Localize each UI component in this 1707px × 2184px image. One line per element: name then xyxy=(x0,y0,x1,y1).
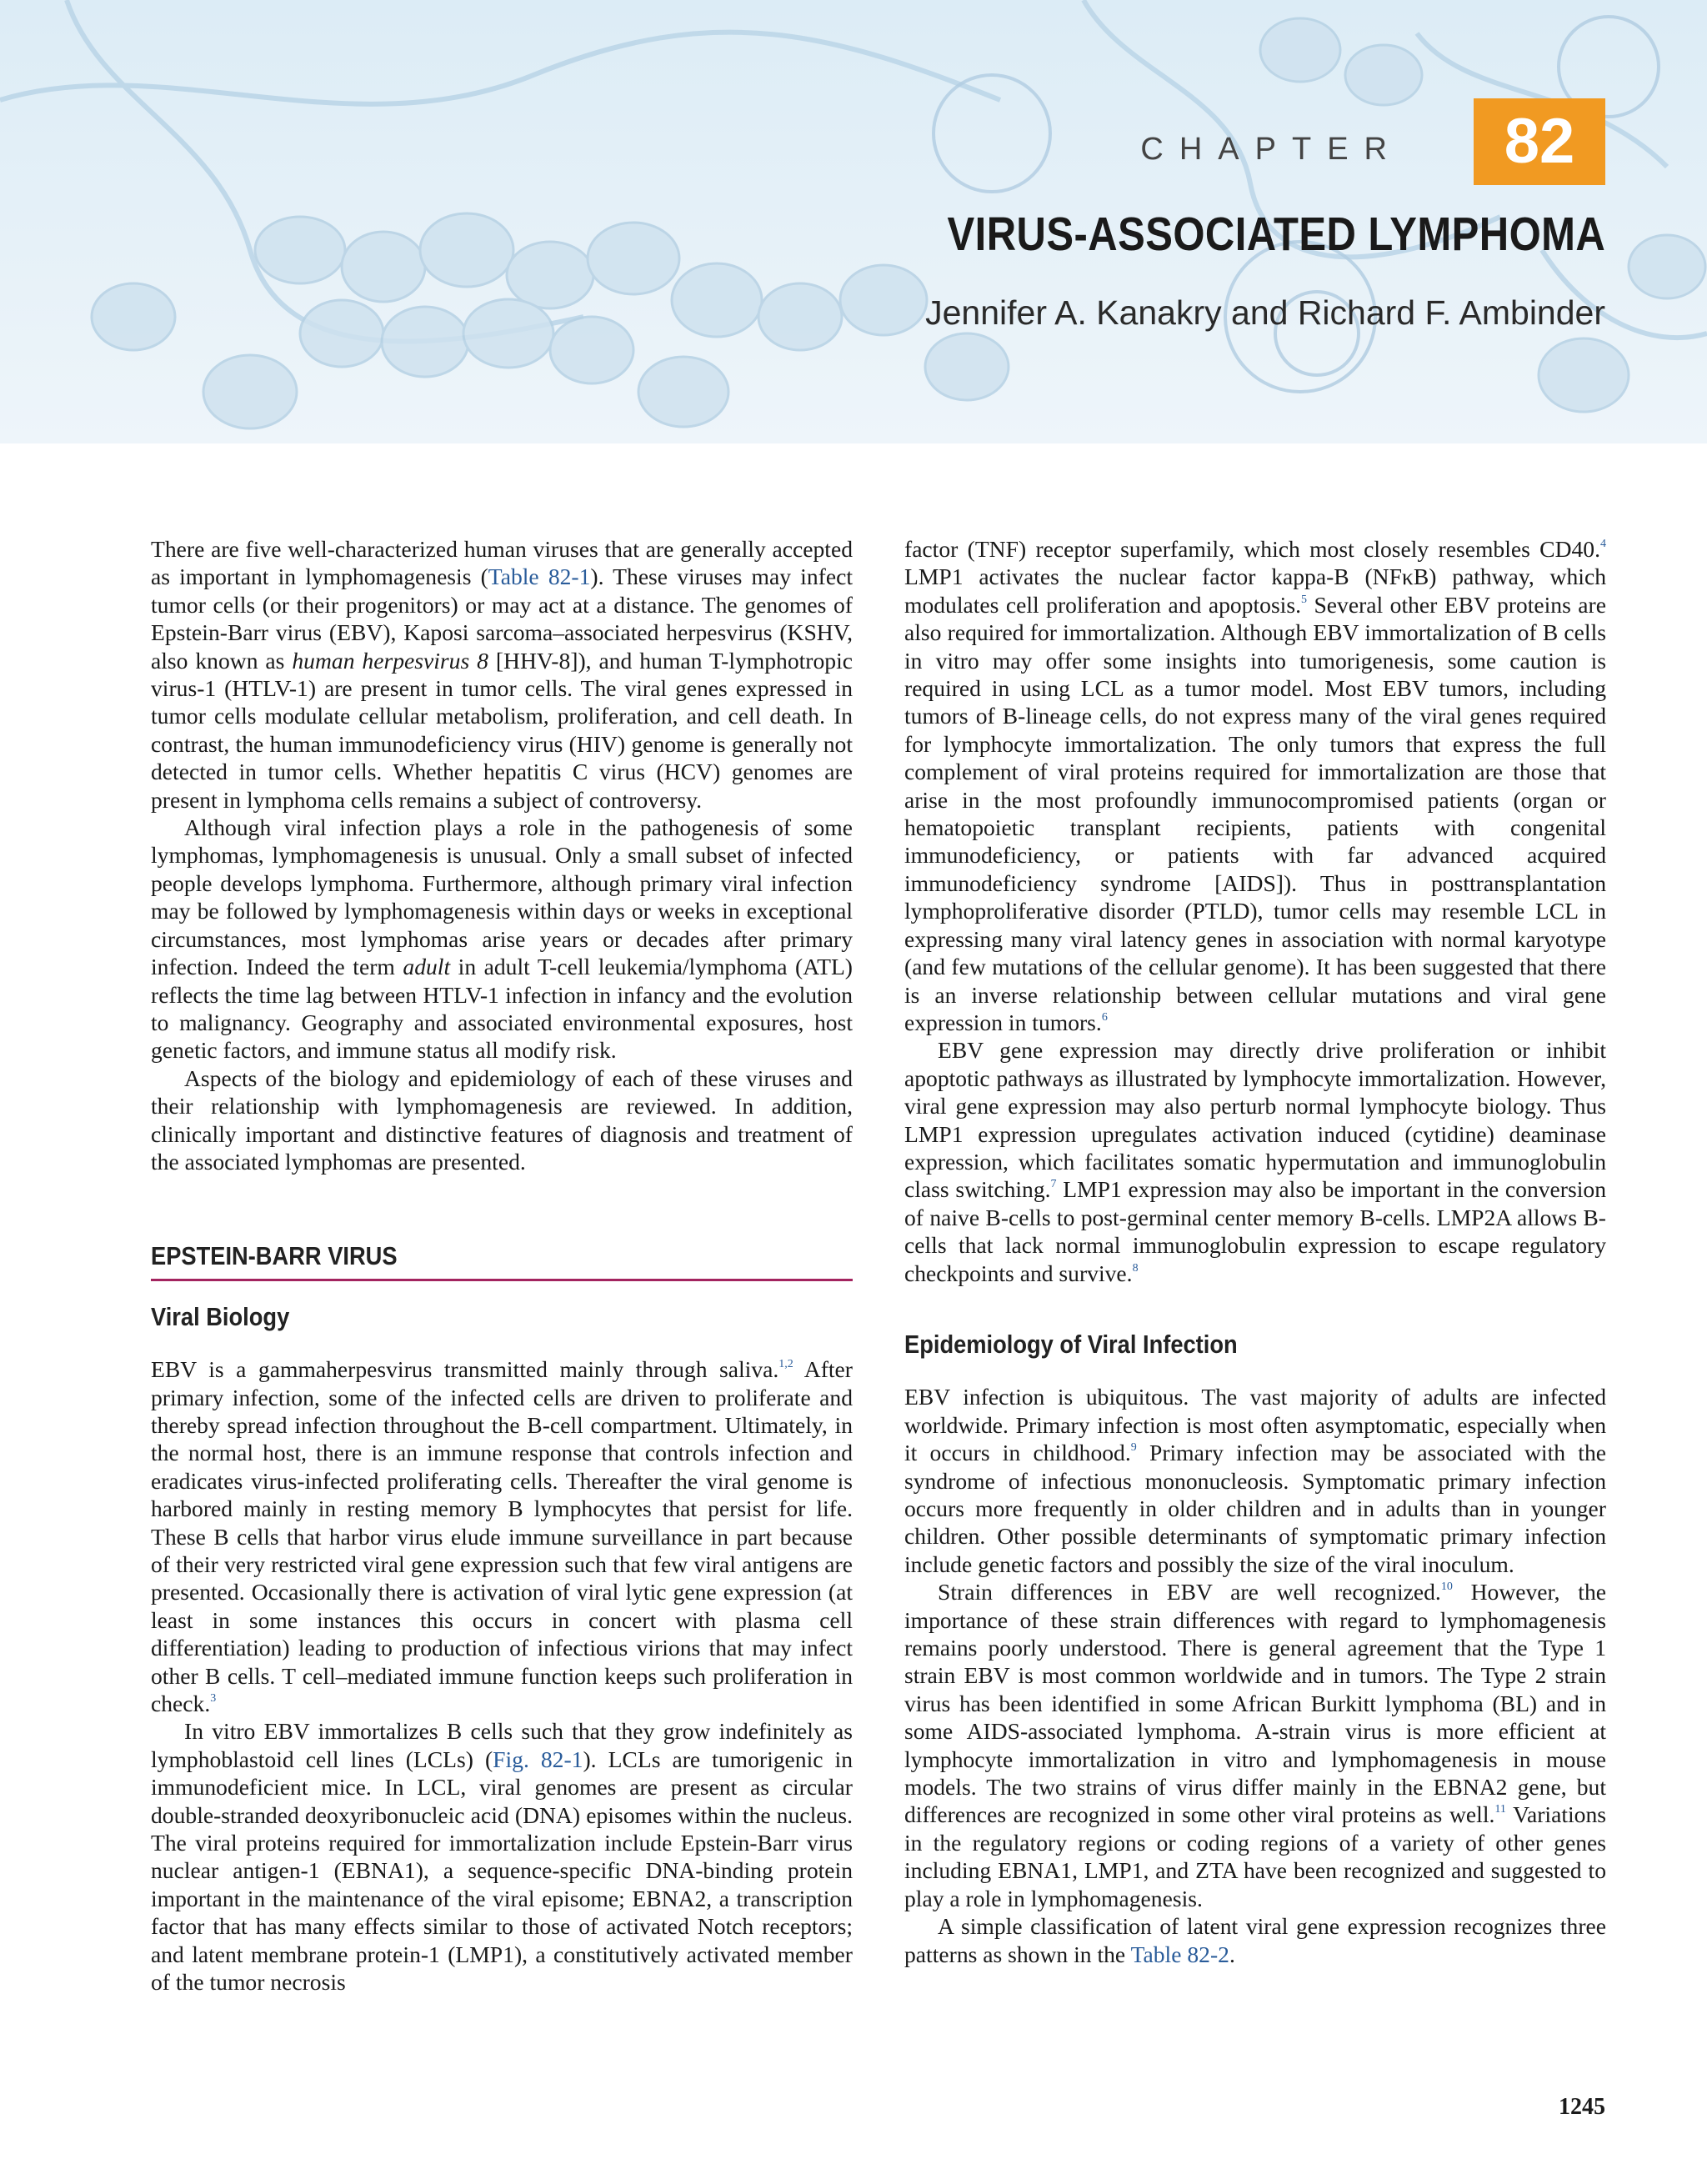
intro-paragraph-3: Aspects of the biology and epidemiology of each of these viruses and their relationship with lymphomagenesis are reviewed. In addition, clinically important and distinctive features of diagnosis and treatment of the associated lymphomas are presented. xyxy=(151,1064,853,1175)
reference-5[interactable]: 5 xyxy=(1300,593,1307,606)
viral-biology-paragraph-2a: In vitro EBV immortalizes B cells such that they grow indefinitely as lymphoblastoid cell lines (LCLs) (Fig. 82-1). LCLs are tumorigenic in immunodeficient mice. In LCL, viral genomes are present as circular double-stranded deoxyribonucleic acid (DNA) episomes within the nucleus. The viral proteins required for immortalization include Epstein-Barr virus nuclear antigen-1 (EBNA1), a sequence-specific DNA-binding protein important in the maintenance of the viral episome; EBNA2, a transcription factor that has many effects similar to those of activated Notch receptors; and latent membrane protein-1 (LMP1), a constitutively activated member of the tumor necrosis xyxy=(151,1718,853,1996)
subheading-viral-biology: Viral Biology xyxy=(151,1301,290,1331)
viral-biology-paragraph-2b: factor (TNF) receptor superfamily, which most closely resembles CD40.$^4$ LMP1 activates the nuclear factor kappa-B (NFκB) pathway, which modulates cell proliferation and apoptosis.$^5$ Several other EBV proteins are also required for immortalization. Although EBV immortalization of B cells in vitro may offer some insights into tumorigenesis, some caution is required in using LCL as a tumor model. Most EBV tumors, including tumors of B-lineage cells, do not express many of the viral genes required for lymphocyte immortalization. The only tumors that express the full complement of viral proteins required for immortalization are those that arise in the most profoundly immunocompromised patients (organ or hematopoietic transplant recipients, patients with congenital immunodeficiency, or patients with far advanced acquired immunodeficiency syndrome [AIDS]). Thus in posttransplantation lymphoproliferative disorder (PTLD), tumor cells may resemble LCL in expressing many viral latency genes in association with normal karyotype (and few mutations of the cellular genome). It has been suggested that there is an inverse relationship between cellular mutations and viral gene expression in tumors.$^6$ xyxy=(904,536,1606,1035)
reference-10[interactable]: 10 xyxy=(1440,1580,1453,1594)
epidemiology-paragraph-3: A simple classification of latent viral gene expression recognizes three patterns as shown in the Table 82-2. xyxy=(904,1913,1606,1967)
reference-8[interactable]: 8 xyxy=(1132,1261,1139,1275)
reference-4[interactable]: 4 xyxy=(1600,538,1606,550)
chapter-banner xyxy=(0,0,1707,443)
chapter-authors: Jennifer A. Kanakry and Richard F. Ambinder xyxy=(925,293,1605,332)
intro-paragraph-1: There are five well-characterized human viruses that are generally accepted as important in lymphomagenesis (Table 82-1). These viruses may infect tumor cells (or their progenitors) or may act at a distance. The genomes of Epstein-Barr virus (EBV), Kaposi sarcoma–associated herpesvirus (KSHV, also known as human herpesvirus 8 [HHV-8]), and human T-lymphotropic virus-1 (HTLV-1) are present in tumor cells. The viral genes expressed in tumor cells modulate cellular metabolism, proliferation, and cell death. In contrast, the human immunodeficiency virus (HIV) genome is generally not detected in tumor cells. Whether hepatitis C virus (HCV) genomes are present in lymphoma cells remains a subject of controversy. xyxy=(151,536,854,813)
left-column xyxy=(151,535,853,1996)
table-82-2-link[interactable]: Table 82-2 xyxy=(1130,1941,1229,1967)
reference-3[interactable]: 3 xyxy=(210,1692,217,1706)
reference-6[interactable]: 6 xyxy=(1101,1010,1108,1024)
table-82-1-link[interactable]: Table 82-1 xyxy=(488,564,591,590)
subheading-epidemiology: Epidemiology of Viral Infection xyxy=(904,1329,1238,1359)
chapter-title: VIRUS-ASSOCIATED LYMPHOMA xyxy=(947,208,1605,261)
reference-7[interactable]: 7 xyxy=(1050,1178,1057,1191)
viral-biology-paragraph-1: EBV is a gammaherpesvirus transmitted mainly through saliva.$^{1,2}$ After primary infection, some of the infected cells are driven to proliferate and thereby spread infection throughout the B-cell compartment. Ultimately, in the normal host, there is an immune response that controls infection and eradicates virus-infected proliferating cells. Thereafter the viral genome is harbored mainly in resting memory B lymphocytes that persist for life. These B cells that harbor virus elude immune surveillance in part because of their very restricted viral gene expression such that few viral antigens are presented. Occasionally there is activation of viral lytic gene expression (at least in some instances this occurs in concert with plasma cell differentiation) leading to production of infectious virions that may infect other B cells. T cell–mediated immune function keeps such proliferation in check.$^3$ xyxy=(151,1356,853,1717)
reference-11[interactable]: 11 xyxy=(1494,1803,1506,1816)
reference-9[interactable]: 9 xyxy=(1130,1441,1137,1455)
epidemiology-paragraph-2: Strain differences in EBV are well recognized.$^{10}$ However, the importance of these strain differences with regard to lymphomagenesis remains poorly understood. There is general agreement that the Type 1 strain EBV is most common worldwide and in tumors. The Type 2 strain virus has been identified in some African Burkitt lymphoma (BL) and in some AIDS-associated lymphoma. A-strain virus is more efficient at lymphocyte immortalization in vitro and lymphomagenesis in mouse models. The two strains of virus differ mainly in the EBNA2 gene, but differences are recognized in some other viral proteins as well.$^{11}$ Variations in the regulatory regions or coding regions of a variety of other genes including EBNA1, LMP1, and ZTA have been recognized and suggested to play a role in lymphomagenesis. xyxy=(904,1579,1606,1911)
section-heading-ebv: EPSTEIN-BARR VIRUS xyxy=(151,1241,398,1271)
page-number: 1245 xyxy=(1559,2094,1605,2120)
chapter-number: 82 xyxy=(1474,98,1605,185)
epidemiology-paragraph-1: EBV infection is ubiquitous. The vast majority of adults are infected worldwide. Primary infection is most often asymptomatic, especially when it occurs in childhood.$^9$ Primary infection may be associated with the syndrome of infectious mononucleosis. Symptomatic primary infection occurs more frequently in older children and in adults than in younger children. Other possible determinants of symptomatic primary infection include genetic factors and possibly the size of the viral inoculum. xyxy=(904,1384,1606,1577)
fig-82-1-link[interactable]: Fig. 82-1 xyxy=(493,1746,583,1772)
reference-1-2[interactable]: 1,2 xyxy=(778,1358,793,1371)
chapter-label: CHAPTER xyxy=(1140,132,1403,167)
intro-paragraph-2: Although viral infection plays a role in the pathogenesis of some lymphomas, lymphomagenesis is unusual. Only a small subset of infected people develops lymphoma. Furthermore, although primary viral infection may be followed by lymphomagenesis within days or weeks in exceptional circumstances, most lymphomas arise years or decades after primary infection. Indeed the term adult in adult T-cell leukemia/lymphoma (ATL) reflects the time lag between HTLV-1 infection in infancy and the evolution to malignancy. Geography and associated environmental exposures, host genetic factors, and immune status all modify risk. xyxy=(151,814,853,1064)
viral-biology-paragraph-3: EBV gene expression may directly drive proliferation or inhibit apoptotic pathways as illustrated by lymphocyte immortalization. However, viral gene expression may also perturb normal lymphocyte biology. Thus LMP1 expression upregulates activation induced (cytidine) deaminase expression, which facilitates somatic hypermutation and immunoglobulin class switching.$^7$ LMP1 expression may also be important in the conversion of naive B-cells to post-germinal center memory B-cells. LMP2A allows B-cells that lack normal immunoglobulin expression to escape regulatory checkpoints and survive.$^8$ xyxy=(904,1037,1606,1286)
right-column xyxy=(904,535,1606,1968)
